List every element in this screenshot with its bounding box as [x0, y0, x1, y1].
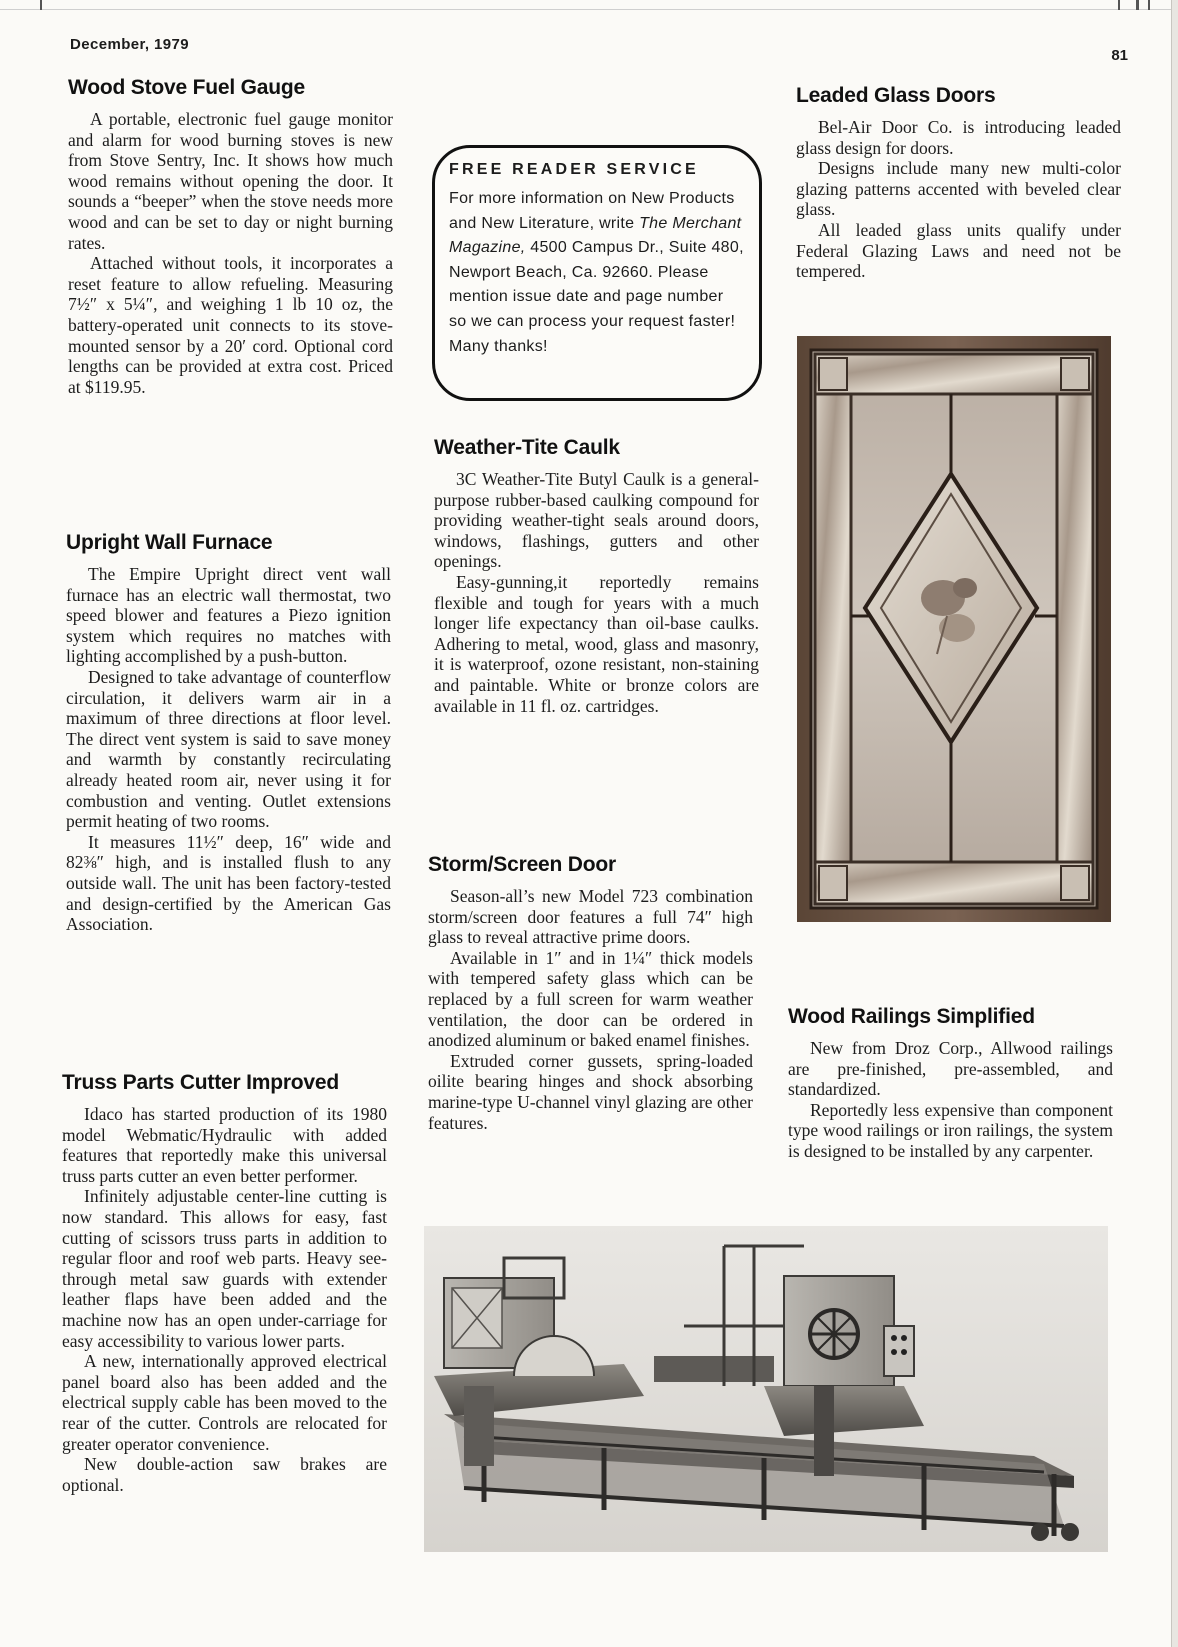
article-wood-railings — [788, 1005, 1113, 1162]
paragraph: Designs include many new multi-color glazing patterns accented with beveled clear glass. — [796, 158, 1121, 220]
magazine-name: The Merchant Magazine, — [449, 214, 742, 257]
article-title: Upright Wall Furnace — [66, 531, 273, 554]
article-storm-screen — [428, 853, 753, 1133]
article-title: Truss Parts Cutter Improved — [62, 1071, 340, 1094]
reader-service-address: 4500 Campus Dr., Suite 480, Newport Beach, Ca. 92660. Please mention issue date and page number so we can process your request faster! Many thanks! — [449, 239, 744, 355]
paragraph: Easy-gunning,it reportedly remains flexible and tough for years with a much longer life expectancy than oil-base caulks. Adhering to metal, wood, glass and masonry, it is waterproof, ozone resistant, non-staining and paintable. White or bronze colors are available in 11 fl. oz. cartridges. — [434, 572, 759, 716]
article-wood-stove — [68, 76, 393, 397]
running-head: December, 1979 — [70, 36, 190, 53]
leaded-glass-door-photo — [797, 336, 1111, 922]
paragraph: Bel-Air Door Co. is introducing leaded glass design for doors. — [796, 117, 1121, 158]
article-title: Wood Railings Simplified — [788, 1005, 1035, 1028]
article-title: Wood Stove Fuel Gauge — [68, 76, 305, 99]
article-truss-parts — [62, 1071, 387, 1495]
paragraph: Idaco has started production of its 1980 model Webmatic/Hydraulic with added features that reportedly make this universal truss parts cutter an even better performer. — [62, 1104, 387, 1186]
paragraph: Infinitely adjustable center-line cutting is now standard. This allows for easy, fast cutting of scissors truss parts in addition to regular floor and roof web parts. Heavy see-through metal saw guards with extender leather flaps have been added and the machine now has an open under-carriage for easy accessibility to various lower parts. — [62, 1186, 387, 1351]
paragraph: Reportedly less expensive than component type wood railings or iron railings, the system is designed to be installed by any carpenter. — [788, 1099, 1113, 1162]
article-leaded-glass — [796, 84, 1121, 282]
page-number: 81 — [1111, 47, 1128, 64]
scan-edge-right — [1171, 0, 1178, 1647]
paragraph: Attached without tools, it incorporates a reset feature to allow refueling. Measuring 7½″ x 5¼″, and weighing 1 lb 10 oz, the battery-operated unit connects to its stove-mounted sensor by a 20′ cord. Optional cord lengths can be provided at extra cost. Priced at $119.95. — [68, 253, 393, 397]
article-title: Weather-Tite Caulk — [434, 436, 620, 459]
paragraph: New from Droz Corp., Allwood railings are pre-finished, pre-assembled, and standardized. — [788, 1038, 1113, 1100]
reader-service-text: For more information on New Products and New Literature, write — [449, 190, 735, 232]
paragraph: Designed to take advantage of counterflow circulation, it delivers warm air in a maximum of three directions at floor level. The direct vent system is said to save money and warmth by constantly recirculating already heated room air, never using it for combustion and venting. Outlet extensions permit heating of two rooms. — [66, 667, 391, 832]
article-title: Storm/Screen Door — [428, 853, 616, 876]
paragraph: New double-action saw brakes are optional. — [62, 1454, 387, 1495]
scan-edge-top — [0, 0, 1178, 10]
article-weather-tite — [434, 436, 759, 716]
paragraph: A new, internationally approved electrical panel board also has been added and the electrical supply cable has been moved to the rear of the cutter. Controls are relocated for greater operator convenience. — [62, 1351, 387, 1454]
truss-cutter-machine-photo — [424, 1226, 1108, 1552]
article-wall-furnace — [66, 531, 391, 935]
paragraph: The Empire Upright direct vent wall furnace has an electric wall thermostat, two speed blower and features a Piezo ignition system which requires no matches with lighting accomplished by a push-button. — [66, 564, 391, 667]
reader-service-title: FREE READER SERVICE — [449, 161, 699, 178]
paragraph: Available in 1″ and in 1¼″ thick models with tempered safety glass which can be replaced by a full screen for warm weather ventilation, the door can be ordered in anodized aluminum or baked enamel finishes. — [428, 947, 753, 1051]
article-title: Leaded Glass Doors — [796, 84, 996, 107]
paragraph: Extruded corner gussets, spring-loaded oilite bearing hinges and shock absorbing marine-type U-channel vinyl glazing are other features. — [428, 1050, 753, 1133]
paragraph: A portable, electronic fuel gauge monitor and alarm for wood burning stoves is new from Stove Sentry, Inc. It shows how much wood remains without opening the door. It sounds a “beeper” when the stove needs more wood and can be set to day or night burning rates. — [68, 109, 393, 253]
paragraph: 3C Weather-Tite Butyl Caulk is a general-purpose rubber-based caulking compound for providing weather-tight seals around doors, windows, flashings, gutters and other openings. — [434, 469, 759, 572]
paragraph: All leaded glass units qualify under Federal Glazing Laws and need not be tempered. — [796, 220, 1121, 282]
reader-service-box — [432, 145, 762, 401]
reader-service-body — [449, 187, 745, 359]
paragraph: Season-all’s new Model 723 combination storm/screen door features a full 74″ high glass to reveal attractive prime doors. — [428, 886, 753, 948]
paragraph: It measures 11½″ deep, 16″ wide and 82⅜″ high, and is installed flush to any outside wall. The unit has been factory-tested and design-certified by the American Gas Association. — [66, 831, 391, 935]
